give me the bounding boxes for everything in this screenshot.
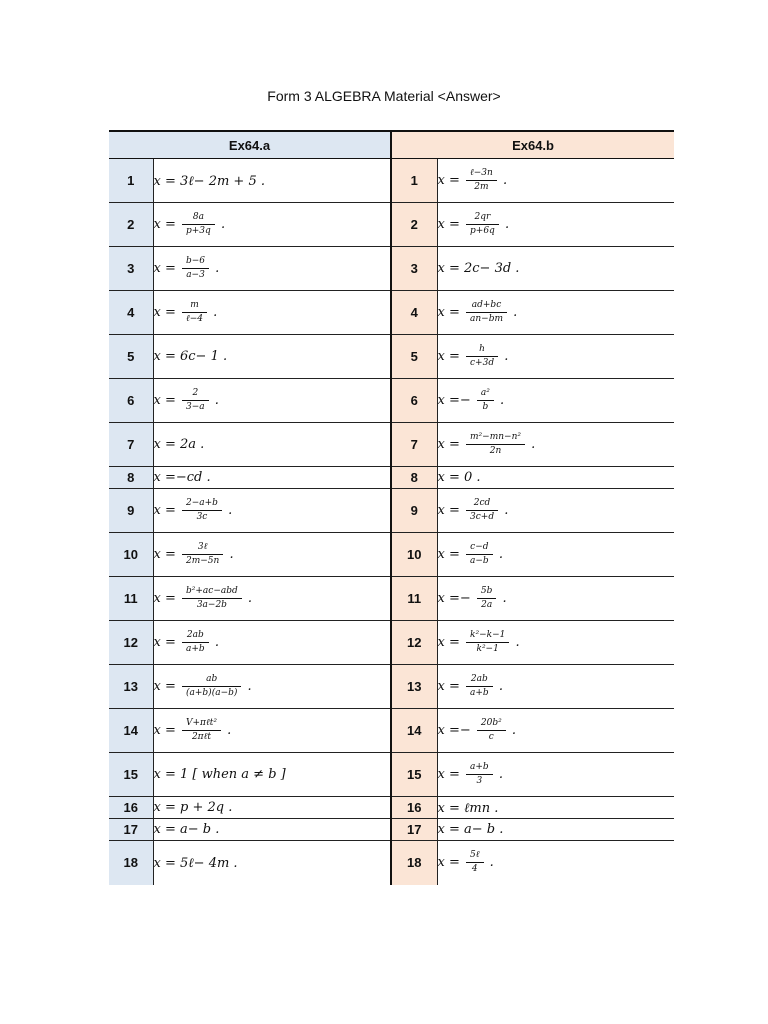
fraction-denominator: p+6q <box>470 226 495 236</box>
equation-lead: x = 2c− 3d . <box>437 261 520 276</box>
fraction-numerator: 2ab <box>466 674 493 687</box>
row-number-a: 16 <box>109 797 153 819</box>
answer-ex64b <box>437 335 674 379</box>
row-number-b: 2 <box>391 203 437 247</box>
answer-ex64b <box>437 841 674 885</box>
fraction <box>182 586 242 611</box>
fraction-denominator: 2m−5n <box>186 556 220 566</box>
fraction-numerator: 5b <box>477 586 497 599</box>
equation-end: . <box>504 217 510 232</box>
equation-lead: x = <box>437 679 460 694</box>
equation-lead: x =− <box>437 393 471 408</box>
equation-lead: x = <box>153 305 176 320</box>
equation-lead: x = 2a . <box>153 437 205 452</box>
fraction-denominator: 3c+d <box>470 512 495 522</box>
equation-lead: x = <box>153 503 176 518</box>
fraction-numerator: 2cd <box>466 498 498 511</box>
equation-lead: x = <box>437 437 460 452</box>
row-number-b: 16 <box>391 797 437 819</box>
fraction <box>182 388 209 413</box>
equation-end: . <box>511 723 517 738</box>
fraction <box>182 542 223 567</box>
page-title: Form 3 ALGEBRA Material <Answer> <box>267 88 501 104</box>
equation-end: . <box>498 767 503 782</box>
equation-lead: x = 6c− 1 . <box>153 349 228 364</box>
fraction <box>466 168 497 193</box>
fraction <box>182 300 207 325</box>
table-row <box>109 753 674 797</box>
answer-ex64b <box>437 489 674 533</box>
fraction-numerator: 2−a+b <box>182 498 222 511</box>
equation-end: . <box>247 591 253 606</box>
equation-lead: x = <box>437 349 460 364</box>
equation-lead: x =− <box>437 591 471 606</box>
answer-ex64a <box>153 335 391 379</box>
equation-lead: x = <box>153 393 176 408</box>
row-number-b: 12 <box>391 621 437 665</box>
fraction-numerator: 2 <box>182 388 209 401</box>
equation-lead: x = <box>437 635 460 650</box>
row-number-a: 14 <box>109 709 153 753</box>
fraction-numerator: c−d <box>466 542 493 555</box>
answer-ex64a <box>153 819 391 841</box>
answer-ex64b <box>437 247 674 291</box>
fraction <box>182 630 209 655</box>
fraction <box>477 388 494 413</box>
fraction-numerator: V+πℓt² <box>182 718 221 731</box>
table-row <box>109 819 674 841</box>
fraction <box>466 630 509 655</box>
row-number-a: 1 <box>109 159 153 203</box>
answer-ex64b <box>437 709 674 753</box>
fraction-numerator: 2qr <box>466 212 499 225</box>
table-row <box>109 335 674 379</box>
fraction-denominator: 3a−2b <box>196 600 227 610</box>
fraction-denominator: b <box>482 402 489 412</box>
equation-end: . <box>513 305 518 320</box>
fraction-denominator: a+b <box>470 688 489 698</box>
equation-lead: x = <box>437 503 460 518</box>
fraction-denominator: ℓ−4 <box>186 314 204 324</box>
fraction <box>182 256 209 281</box>
fraction-numerator: 2ab <box>182 630 209 643</box>
equation-end: . <box>515 635 520 650</box>
equation-lead: x = a− b . <box>153 822 220 837</box>
fraction <box>466 212 499 237</box>
row-number-b: 14 <box>391 709 437 753</box>
fraction <box>466 674 493 699</box>
row-number-a: 10 <box>109 533 153 577</box>
equation-end: . <box>498 547 503 562</box>
answer-ex64b <box>437 621 674 665</box>
equation-lead: x = 1 [ when a ≠ b ] <box>153 767 286 782</box>
table-header-row <box>109 131 674 159</box>
equation-end: . <box>220 217 226 232</box>
equation-end: . <box>500 393 505 408</box>
equation-lead: x = <box>153 679 176 694</box>
fraction-numerator: m <box>182 300 207 313</box>
row-number-b: 9 <box>391 489 437 533</box>
fraction-denominator: a−b <box>470 556 489 566</box>
equation-end: . <box>213 305 218 320</box>
fraction-numerator: b−6 <box>182 256 209 269</box>
fraction-numerator: k²−k−1 <box>466 630 509 643</box>
answer-ex64b <box>437 577 674 621</box>
equation-lead: x = <box>153 547 176 562</box>
equation-end: . <box>214 635 219 650</box>
fraction-denominator: c+3d <box>470 358 495 368</box>
fraction-numerator: ab <box>182 674 241 687</box>
answer-ex64b <box>437 467 674 489</box>
equation-lead: x =−cd . <box>153 470 211 485</box>
answer-ex64a <box>153 621 391 665</box>
answer-ex64a <box>153 797 391 819</box>
fraction <box>182 212 215 237</box>
answer-ex64b <box>437 203 674 247</box>
fraction-denominator: p+3q <box>186 226 211 236</box>
table-row <box>109 423 674 467</box>
row-number-b: 13 <box>391 665 437 709</box>
table-row <box>109 621 674 665</box>
answer-ex64a <box>153 203 391 247</box>
answer-ex64a <box>153 379 391 423</box>
fraction-denominator: c <box>488 732 494 742</box>
table-row <box>109 159 674 203</box>
answer-ex64a <box>153 577 391 621</box>
row-number-b: 1 <box>391 159 437 203</box>
table-row <box>109 665 674 709</box>
fraction-denominator: 3 <box>476 776 483 786</box>
answer-ex64b <box>437 665 674 709</box>
equation-lead: x = 0 . <box>437 470 481 485</box>
equation-lead: x = <box>437 217 460 232</box>
equation-lead: x = <box>153 591 176 606</box>
fraction-denominator: k²−1 <box>476 644 499 654</box>
fraction-denominator: a+b <box>186 644 205 654</box>
row-number-b: 15 <box>391 753 437 797</box>
row-number-a: 6 <box>109 379 153 423</box>
row-number-a: 3 <box>109 247 153 291</box>
answer-ex64a <box>153 533 391 577</box>
fraction-numerator: b²+ac−abd <box>182 586 242 599</box>
answer-ex64b <box>437 423 674 467</box>
fraction-numerator: a² <box>477 388 494 401</box>
equation-end: . <box>504 503 509 518</box>
answer-ex64a <box>153 291 391 335</box>
fraction-denominator: 2n <box>489 446 502 456</box>
equation-lead: x = a− b . <box>437 822 504 837</box>
equation-end: . <box>228 503 233 518</box>
answer-ex64a <box>153 753 391 797</box>
header-ex64b: Ex64.b <box>391 131 674 159</box>
equation-lead: x = p + 2q . <box>153 800 233 815</box>
row-number-b: 7 <box>391 423 437 467</box>
fraction-denominator: 4 <box>471 864 478 875</box>
row-number-b: 4 <box>391 291 437 335</box>
fraction <box>466 344 498 369</box>
equation-end: . <box>229 547 234 562</box>
row-number-b: 18 <box>391 841 437 885</box>
answer-ex64b <box>437 819 674 841</box>
fraction-numerator: 8a <box>182 212 215 225</box>
header-ex64a: Ex64.a <box>109 131 391 159</box>
answer-ex64a <box>153 709 391 753</box>
equation-end: . <box>504 349 509 364</box>
equation-end: . <box>502 173 508 188</box>
table-row <box>109 797 674 819</box>
answer-ex64b <box>437 753 674 797</box>
fraction <box>182 498 222 523</box>
answer-ex64b <box>437 533 674 577</box>
equation-lead: x = <box>437 305 460 320</box>
answer-ex64b <box>437 797 674 819</box>
fraction-numerator: ad+bc <box>466 300 507 313</box>
table-row <box>109 841 674 885</box>
equation-end: . <box>247 679 252 694</box>
answer-ex64b <box>437 291 674 335</box>
row-number-a: 5 <box>109 335 153 379</box>
fraction-denominator: (a+b)(a−b) <box>186 688 238 698</box>
fraction-denominator: 2m <box>474 182 489 192</box>
fraction <box>466 542 493 567</box>
row-number-b: 5 <box>391 335 437 379</box>
table-row <box>109 247 674 291</box>
row-number-b: 11 <box>391 577 437 621</box>
row-number-b: 8 <box>391 467 437 489</box>
fraction-numerator: 3ℓ <box>182 542 223 555</box>
answer-ex64a <box>153 159 391 203</box>
row-number-b: 10 <box>391 533 437 577</box>
row-number-a: 8 <box>109 467 153 489</box>
fraction-numerator: ℎ <box>466 344 498 357</box>
answer-ex64a <box>153 247 391 291</box>
table-row <box>109 577 674 621</box>
fraction-denominator: 3−a <box>186 402 205 412</box>
table-row <box>109 379 674 423</box>
table-row <box>109 203 674 247</box>
equation-lead: x = 5ℓ− 4m . <box>153 855 238 871</box>
fraction <box>466 300 507 325</box>
row-number-a: 2 <box>109 203 153 247</box>
fraction <box>466 850 483 875</box>
equation-lead: x = <box>153 635 176 650</box>
fraction <box>466 498 498 523</box>
fraction-denominator: an−bm <box>470 314 504 324</box>
table-body <box>109 159 674 885</box>
row-number-a: 4 <box>109 291 153 335</box>
equation-lead: x = <box>153 261 176 276</box>
fraction <box>466 432 525 457</box>
fraction-denominator: a−3 <box>186 270 205 280</box>
row-number-a: 15 <box>109 753 153 797</box>
equation-lead: x = ℓmn . <box>437 800 499 816</box>
fraction-numerator: 20b² <box>477 718 506 731</box>
equation-end: . <box>498 679 503 694</box>
fraction <box>477 586 497 611</box>
fraction <box>182 674 241 699</box>
equation-end: . <box>214 393 219 408</box>
answer-table <box>109 130 674 885</box>
equation-lead: x = <box>437 767 460 782</box>
answer-ex64a <box>153 841 391 885</box>
equation-end: . <box>215 261 220 276</box>
equation-lead: x = <box>437 855 460 871</box>
answer-ex64a <box>153 489 391 533</box>
equation-lead: x = <box>153 723 176 738</box>
fraction <box>466 762 493 787</box>
answer-ex64a <box>153 467 391 489</box>
equation-lead: x = <box>437 547 460 562</box>
answer-ex64b <box>437 379 674 423</box>
table-row <box>109 533 674 577</box>
fraction-numerator: 5ℓ <box>466 850 483 863</box>
row-number-a: 12 <box>109 621 153 665</box>
fraction-denominator: 2a <box>481 600 493 610</box>
table-row <box>109 291 674 335</box>
row-number-a: 18 <box>109 841 153 885</box>
answer-ex64a <box>153 423 391 467</box>
equation-lead: x = <box>153 217 176 232</box>
fraction <box>477 718 506 743</box>
answer-ex64b <box>437 159 674 203</box>
equation-lead: x =− <box>437 723 471 738</box>
row-number-a: 7 <box>109 423 153 467</box>
equation-end: . <box>531 437 536 452</box>
fraction-numerator: m²−mn−n² <box>466 432 525 445</box>
table-row <box>109 709 674 753</box>
row-number-a: 11 <box>109 577 153 621</box>
row-number-b: 6 <box>391 379 437 423</box>
answer-ex64a <box>153 665 391 709</box>
row-number-b: 3 <box>391 247 437 291</box>
fraction-numerator: ℓ−3n <box>466 168 497 181</box>
row-number-b: 17 <box>391 819 437 841</box>
equation-lead: x = <box>437 173 460 188</box>
fraction <box>182 718 221 743</box>
row-number-a: 9 <box>109 489 153 533</box>
fraction-denominator: 3c <box>196 512 208 522</box>
table-row <box>109 467 674 489</box>
row-number-a: 17 <box>109 819 153 841</box>
equation-end: . <box>502 591 507 606</box>
row-number-a: 13 <box>109 665 153 709</box>
equation-end: . <box>227 723 232 738</box>
table-row <box>109 489 674 533</box>
fraction-denominator: 2πℓt <box>191 732 211 742</box>
equation-lead: x = 3ℓ− 2m + 5 . <box>153 173 265 189</box>
equation-end: . <box>489 855 494 871</box>
fraction-numerator: a+b <box>466 762 493 775</box>
